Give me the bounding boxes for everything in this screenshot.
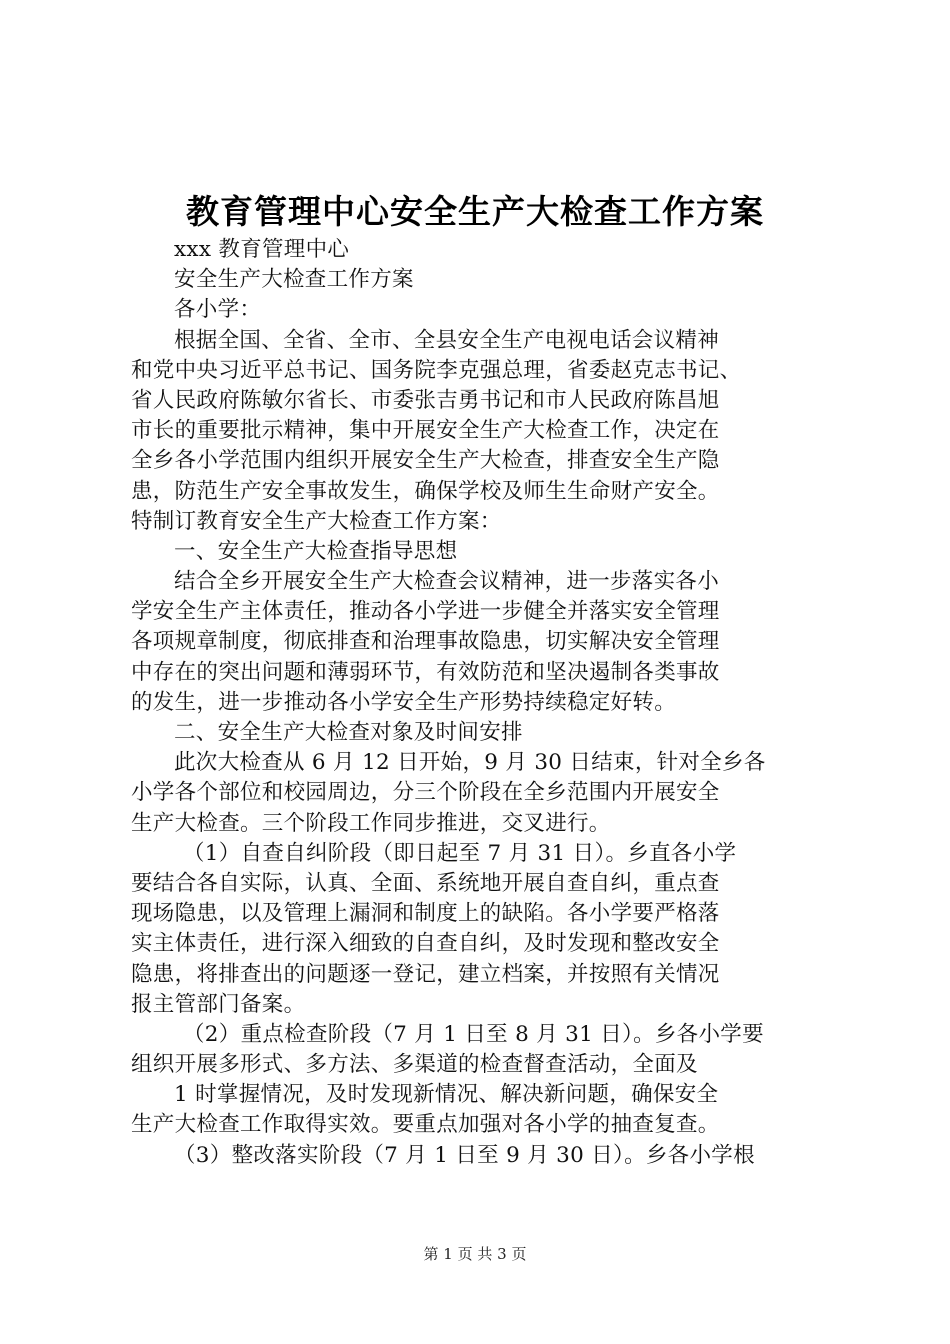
body-line: 省人民政府陈敏尔省长、市委张吉勇书记和市人民政府陈昌旭 — [131, 387, 720, 413]
body-line: 报主管部门备案。 — [131, 991, 306, 1017]
body-line: 各小学： — [174, 297, 262, 323]
body-line: 安全生产大检查工作方案 — [174, 267, 414, 293]
body-line: （2）重点检查阶段（7 月 1 日至 8 月 31 日）。乡各小学要 — [183, 1021, 764, 1047]
body-line: xxx 教育管理中心 — [174, 237, 350, 262]
body-line: 根据全国、全省、全市、全县安全生产电视电话会议精神 — [174, 327, 720, 353]
body-line: 结合全乡开展安全生产大检查会议精神，进一步落实各小 — [174, 569, 720, 595]
body-line: 隐患，将排查出的问题逐一登记，建立档案，并按照有关情况 — [131, 961, 720, 987]
body-line: 特制订教育安全生产大检查工作方案： — [131, 508, 502, 534]
body-line: 实主体责任，进行深入细致的自查自纠，及时发现和整改安全 — [131, 931, 720, 957]
body-line: 的发生，进一步推动各小学安全生产形势持续稳定好转。 — [131, 689, 677, 715]
body-line: 组织开展多形式、多方法、多渠道的检查督查活动，全面及 — [131, 1052, 698, 1078]
body-line: 和党中央习近平总书记、国务院李克强总理，省委赵克志书记、 — [131, 357, 742, 383]
body-line: 要结合各自实际，认真、全面、系统地开展自查自纠，重点查 — [131, 870, 720, 896]
section-heading: 二、安全生产大检查对象及时间安排 — [174, 720, 523, 745]
body-line: 学安全生产主体责任，推动各小学进一步健全并落实安全管理 — [131, 599, 720, 625]
body-line: 生产大检查工作取得实效。要重点加强对各小学的抽查复查。 — [131, 1112, 720, 1138]
section-heading: 一、安全生产大检查指导思想 — [174, 538, 458, 564]
body-line: 生产大检查。三个阶段工作同步推进，交叉进行。 — [131, 810, 611, 836]
body-line: （3）整改落实阶段（7 月 1 日至 9 月 30 日）。乡各小学根 — [174, 1142, 755, 1168]
body-line: （1）自查自纠阶段（即日起至 7 月 31 日）。乡直各小学 — [183, 840, 737, 866]
body-line: 患，防范生产安全事故发生，确保学校及师生生命财产安全。 — [131, 478, 720, 504]
document-body — [131, 235, 831, 1171]
body-line: 现场隐患，以及管理上漏洞和制度上的缺陷。各小学要严格落 — [131, 901, 720, 927]
body-line: 1 时掌握情况，及时发现新情况、解决新问题，确保安全 — [174, 1082, 719, 1108]
body-line: 市长的重要批示精神，集中开展安全生产大检查工作，决定在 — [131, 418, 720, 444]
body-line: 全乡各小学范围内组织开展安全生产大检查，排查安全生产隐 — [131, 448, 720, 474]
body-line: 各项规章制度，彻底排查和治理事故隐患，切实解决安全管理 — [131, 629, 720, 655]
page-footer: 第 1 页 共 3 页 — [423, 1245, 527, 1263]
document-title: 教育管理中心安全生产大检查工作方案 — [186, 192, 764, 231]
body-line: 此次大检查从 6 月 12 日开始，9 月 30 日结束，针对全乡各 — [174, 750, 766, 776]
body-line: 中存在的突出问题和薄弱环节，有效防范和坚决遏制各类事故 — [131, 659, 720, 685]
body-line: 小学各个部位和校园周边，分三个阶段在全乡范围内开展安全 — [131, 780, 720, 806]
